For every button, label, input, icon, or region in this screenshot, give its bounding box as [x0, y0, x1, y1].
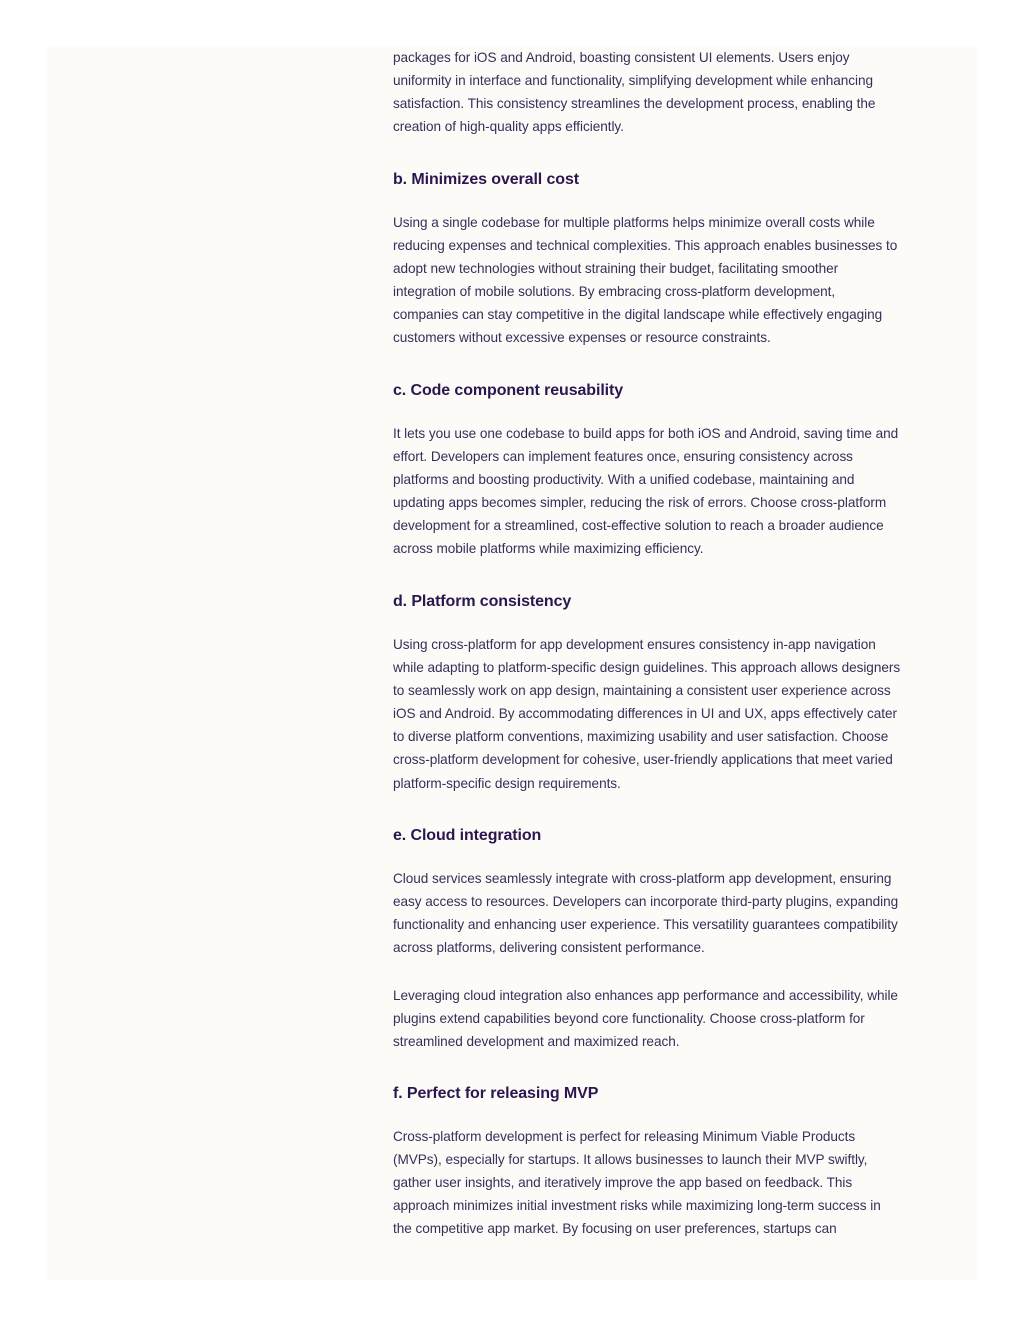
- intro-paragraph: packages for iOS and Android, boasting consistent UI elements. Users enjoy uniformity in interface and functionality, simplifying development while enhancing satisfaction. This consistency streamlines the development process, enabling the creation of high-quality apps efficiently.: [393, 50, 876, 135]
- section-heading-mvp: f. Perfect for releasing MVP: [393, 1085, 599, 1102]
- section-paragraph-code-reusability: It lets you use one codebase to build apps for both iOS and Android, saving time and effort. Developers can implement features once, ensuring consistency across platforms and boosting productivity. With a unified codebase, maintaining and updating apps becomes simpler, reducing the risk of errors. Choose cross-platform development for a streamlined, cost-effective solution to reach a broader audience across mobile platforms while maximizing efficiency.: [393, 426, 899, 557]
- section-heading-cloud-integration: e. Cloud integration: [393, 827, 542, 844]
- section-heading-platform-consistency: d. Platform consistency: [393, 593, 572, 610]
- section-heading-code-reusability: c. Code component reusability: [393, 382, 624, 399]
- section-heading-minimizes-cost: b. Minimizes overall cost: [393, 171, 580, 188]
- section-paragraph-platform-consistency: Using cross-platform for app development ensures consistency in-app navigation while adapting to platform-specific design guidelines. This approach allows designers to seamlessly work on app design, maintaining a consistent user experience across iOS and Android. By accommodating differences in UI and UX, apps effectively cater to diverse platform conventions, maximizing usability and user satisfaction. Choose cross-platform development for cohesive, user-friendly applications that meet varied platform-specific design requirements.: [393, 637, 901, 791]
- section-paragraph-minimizes-cost: Using a single codebase for multiple platforms helps minimize overall costs while reducing expenses and technical complexities. This approach enables businesses to adopt new technologies without straining their budget, facilitating smoother integration of mobile solutions. By embracing cross-platform development, companies can stay competitive in the digital landscape while effectively engaging customers without excessive expenses or resource constraints.: [393, 215, 898, 346]
- section-paragraph-mvp: Cross-platform development is perfect for releasing Minimum Viable Products (MVPs), especially for startups. It allows businesses to launch their MVP swiftly, gather user insights, and iteratively improve the app based on feedback. This approach minimizes initial investment risks while maximizing long-term success in the competitive app market. By focusing on user preferences, startups can: [393, 1129, 881, 1237]
- section-paragraph-cloud-integration-2: Leveraging cloud integration also enhances app performance and accessibility, while plugins extend capabilities beyond core functionality. Choose cross-platform for streamlined development and maximized reach.: [393, 988, 898, 1050]
- section-paragraph-cloud-integration-1: Cloud services seamlessly integrate with cross-platform app development, ensuring easy access to resources. Developers can incorporate third-party plugins, expanding functionality and enhancing user experience. This versatility guarantees compatibility across platforms, delivering consistent performance.: [393, 871, 899, 956]
